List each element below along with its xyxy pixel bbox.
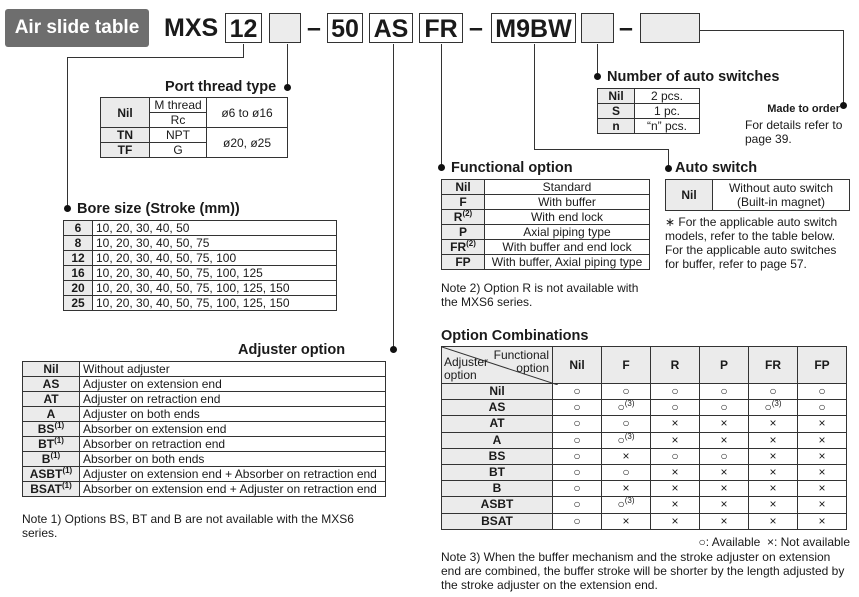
auto-switch-note: ∗ For the applicable auto switch models, refer to the table below. For the applicable auto switches for buffer, refer to page 57. — [665, 215, 838, 271]
comb-cell: × — [700, 432, 749, 448]
count-key: S — [598, 104, 635, 119]
comb-cell: ○ — [553, 400, 602, 416]
count-desc: 2 pcs. — [635, 89, 700, 104]
bore-code-box: 12 — [225, 13, 262, 43]
comb-row — [442, 464, 847, 480]
switch-count-title: Number of auto switches — [607, 69, 780, 85]
comb-cell: × — [651, 497, 700, 513]
adjuster-desc: Adjuster on both ends — [80, 407, 386, 422]
adjuster-key: AT — [23, 392, 80, 407]
functional-key: FR$^{(2)}$ — [442, 240, 485, 255]
connector-count-dot — [594, 73, 601, 80]
connector-port-dot — [284, 84, 291, 91]
comb-cell: ○ — [651, 384, 700, 400]
port-key: TF — [101, 143, 150, 158]
comb-cell: ○ — [553, 416, 602, 432]
functional-desc: With buffer — [485, 195, 650, 210]
connector-adjuster-dot — [390, 346, 397, 353]
bore-strokes: 10, 20, 30, 40, 50, 75 — [93, 236, 337, 251]
comb-cell: × — [749, 448, 798, 464]
comb-col-header: F — [602, 347, 651, 384]
connector-bore-a — [243, 44, 244, 58]
switch-code-box: M9BW — [491, 13, 576, 43]
comb-row — [442, 416, 847, 432]
auto-switch-title: Auto switch — [675, 160, 758, 176]
comb-cell: × — [651, 432, 700, 448]
bore-strokes: 10, 20, 30, 40, 50, 75, 100, 125 — [93, 266, 337, 281]
comb-col-header: FP — [798, 347, 847, 384]
dash-1: – — [307, 14, 321, 42]
bore-key: 6 — [64, 221, 93, 236]
connector-adjuster — [393, 44, 394, 349]
functional-desc: Standard — [485, 180, 650, 195]
comb-cell: ○ — [553, 448, 602, 464]
comb-cell: × — [602, 513, 651, 529]
connector-mto-a — [843, 30, 844, 105]
port-key: Nil — [101, 98, 150, 128]
functional-desc: With end lock — [485, 210, 650, 225]
comb-cell: × — [798, 497, 847, 513]
port-size: ø6 to ø16 — [207, 98, 288, 128]
comb-row — [442, 481, 847, 497]
connector-bore-c — [67, 57, 68, 208]
bore-key: 20 — [64, 281, 93, 296]
combinations-legend: ○: Available ×: Not available — [698, 535, 850, 549]
comb-cell: × — [798, 416, 847, 432]
dash-2: – — [469, 14, 483, 42]
section-tag: Air slide table — [5, 9, 149, 47]
combinations-title: Option Combinations — [441, 328, 589, 344]
comb-cell: × — [700, 416, 749, 432]
bore-strokes: 10, 20, 30, 40, 50, 75, 100, 125, 150 — [93, 296, 337, 311]
connector-switch-dot — [665, 165, 672, 172]
adjuster-code-box: AS — [369, 13, 413, 43]
made-to-order-title: Made to order — [767, 103, 840, 115]
comb-row-header: Nil — [442, 384, 553, 400]
comb-col-header: R — [651, 347, 700, 384]
comb-cell: × — [798, 432, 847, 448]
functional-note: Note 2) Option R is not available with the MXS6 series. — [441, 281, 639, 309]
comb-cell: ○ — [553, 432, 602, 448]
comb-cell: ○ — [700, 384, 749, 400]
bore-key: 12 — [64, 251, 93, 266]
functional-title: Functional option — [451, 160, 573, 176]
bore-strokes: 10, 20, 30, 40, 50 — [93, 221, 337, 236]
comb-cell: × — [749, 432, 798, 448]
port-thread-table — [100, 97, 288, 158]
comb-row — [442, 497, 847, 513]
adjuster-key: BT$^{(1)}$ — [23, 437, 80, 452]
comb-cell: ○ — [700, 400, 749, 416]
comb-cell: × — [700, 497, 749, 513]
comb-row-header: BS — [442, 448, 553, 464]
comb-cell: ○ — [553, 481, 602, 497]
connector-functional — [441, 44, 442, 167]
comb-cell: ○ — [553, 384, 602, 400]
adjuster-key: $B^{(1)}$ — [23, 452, 80, 467]
comb-cell: ○ — [700, 448, 749, 464]
comb-cell: × — [651, 481, 700, 497]
auto-switch-desc: Without auto switch (Built-in magnet) — [713, 180, 850, 211]
comb-cell: × — [798, 481, 847, 497]
comb-cell: ○$^{(3)}$ — [602, 497, 651, 513]
connector-mto-b — [700, 30, 843, 31]
comb-cell: × — [700, 464, 749, 480]
connector-mto-dot — [840, 102, 847, 109]
comb-cell: × — [651, 464, 700, 480]
functional-key: F — [442, 195, 485, 210]
corner-bottom-label: Adjuster option — [444, 355, 489, 382]
combinations-corner — [442, 347, 553, 384]
adjuster-desc: Absorber on extension end — [80, 422, 386, 437]
switch-count-box — [581, 13, 614, 43]
comb-cell: × — [700, 513, 749, 529]
comb-row-header: BSAT — [442, 513, 553, 529]
comb-row — [442, 432, 847, 448]
count-desc: “n” pcs. — [635, 119, 700, 134]
comb-row-header: A — [442, 432, 553, 448]
connector-switch-a — [534, 44, 535, 149]
comb-cell: ○$^{(3)}$ — [602, 432, 651, 448]
connector-bore-dot — [64, 205, 71, 212]
adjuster-key: AS — [23, 377, 80, 392]
comb-cell: × — [749, 481, 798, 497]
comb-cell: ○ — [602, 464, 651, 480]
comb-cell: ○ — [553, 497, 602, 513]
functional-desc: With buffer, Axial piping type — [485, 255, 650, 270]
comb-row-header: AT — [442, 416, 553, 432]
comb-cell: ○ — [749, 384, 798, 400]
functional-key: $R^{(2)}$ — [442, 210, 485, 225]
comb-cell: × — [602, 481, 651, 497]
comb-col-header: P — [700, 347, 749, 384]
connector-switch-b — [534, 149, 668, 150]
adjuster-key: BSAT$^{(1)}$ — [23, 482, 80, 497]
functional-code-box: FR — [419, 13, 463, 43]
port-type: Rc — [150, 113, 207, 128]
adjuster-desc: Adjuster on extension end — [80, 377, 386, 392]
adjuster-desc: Absorber on extension end + Adjuster on retraction end — [80, 482, 386, 497]
stroke-code-box: 50 — [327, 13, 363, 43]
switch-count-table — [597, 88, 700, 134]
adjuster-key: Nil — [23, 362, 80, 377]
count-key: n — [598, 119, 635, 134]
port-type: M thread — [150, 98, 207, 113]
connector-port — [287, 44, 288, 87]
comb-cell: × — [651, 416, 700, 432]
bore-key: 8 — [64, 236, 93, 251]
port-thread-title: Port thread type — [165, 79, 277, 95]
made-to-order-desc: For details refer to page 39. — [745, 118, 843, 146]
comb-row-header: ASBT — [442, 497, 553, 513]
port-key: TN — [101, 128, 150, 143]
comb-cell: × — [602, 448, 651, 464]
comb-cell: ○ — [553, 464, 602, 480]
comb-col-header: Nil — [553, 347, 602, 384]
bore-size-title: Bore size (Stroke (mm)) — [77, 201, 240, 217]
functional-desc: Axial piping type — [485, 225, 650, 240]
comb-cell: ○ — [651, 448, 700, 464]
comb-cell: ○ — [602, 384, 651, 400]
comb-cell: × — [749, 497, 798, 513]
comb-col-header: FR — [749, 347, 798, 384]
auto-switch-key: Nil — [666, 180, 713, 211]
adjuster-desc: Absorber on retraction end — [80, 437, 386, 452]
comb-row-header: AS — [442, 400, 553, 416]
functional-key: P — [442, 225, 485, 240]
bore-strokes: 10, 20, 30, 40, 50, 75, 100, 125, 150 — [93, 281, 337, 296]
adjuster-note: Note 1) Options BS, BT and B are not available with the MXS6 series. — [22, 512, 354, 540]
comb-cell: × — [798, 448, 847, 464]
count-key: Nil — [598, 89, 635, 104]
comb-row-header: BT — [442, 464, 553, 480]
functional-desc: With buffer and end lock — [485, 240, 650, 255]
combinations-table — [441, 346, 847, 530]
adjuster-desc: Without adjuster — [80, 362, 386, 377]
made-to-order-box — [640, 13, 700, 43]
functional-table — [441, 179, 650, 270]
adjuster-key: ASBT$^{(1)}$ — [23, 467, 80, 482]
comb-cell: × — [651, 513, 700, 529]
connector-functional-dot — [438, 164, 445, 171]
port-code-box — [269, 13, 301, 43]
combinations-note: Note 3) When the buffer mechanism and the stroke adjuster on extension end are combined, the buffer stroke will be shorter by the length adjusted by the stroke adjuster on the extension end. — [441, 550, 845, 592]
dash-3: – — [619, 14, 633, 42]
adjuster-title: Adjuster option — [238, 342, 346, 358]
bore-key: 16 — [64, 266, 93, 281]
comb-cell: × — [798, 464, 847, 480]
comb-cell: ○ — [602, 416, 651, 432]
bore-key: 25 — [64, 296, 93, 311]
port-type: NPT — [150, 128, 207, 143]
comb-cell: ○ — [798, 384, 847, 400]
adjuster-desc: Absorber on both ends — [80, 452, 386, 467]
comb-row — [442, 448, 847, 464]
functional-key: FP — [442, 255, 485, 270]
comb-cell: × — [749, 416, 798, 432]
comb-cell: × — [700, 481, 749, 497]
port-size: ø20, ø25 — [207, 128, 288, 158]
connector-bore-b — [67, 57, 244, 58]
comb-cell: × — [749, 464, 798, 480]
model-prefix: MXS — [164, 14, 219, 42]
comb-row-header: B — [442, 481, 553, 497]
comb-row — [442, 384, 847, 400]
adjuster-key: A — [23, 407, 80, 422]
comb-cell: ○ — [651, 400, 700, 416]
comb-row — [442, 513, 847, 529]
comb-cell: ○ — [553, 513, 602, 529]
functional-key: Nil — [442, 180, 485, 195]
bore-strokes: 10, 20, 30, 40, 50, 75, 100 — [93, 251, 337, 266]
comb-cell: × — [798, 513, 847, 529]
adjuster-desc: Adjuster on extension end + Absorber on retraction end — [80, 467, 386, 482]
bore-size-table — [63, 220, 337, 311]
comb-cell: ○ — [798, 400, 847, 416]
comb-row — [442, 400, 847, 416]
corner-top-label: Functional option — [493, 348, 549, 375]
adjuster-table — [22, 361, 386, 497]
auto-switch-table — [665, 179, 850, 211]
count-desc: 1 pc. — [635, 104, 700, 119]
comb-cell: × — [749, 513, 798, 529]
adjuster-key: BS$^{(1)}$ — [23, 422, 80, 437]
comb-cell: ○$^{(3)}$ — [602, 400, 651, 416]
comb-cell: ○$^{(3)}$ — [749, 400, 798, 416]
adjuster-desc: Adjuster on retraction end — [80, 392, 386, 407]
port-type: G — [150, 143, 207, 158]
